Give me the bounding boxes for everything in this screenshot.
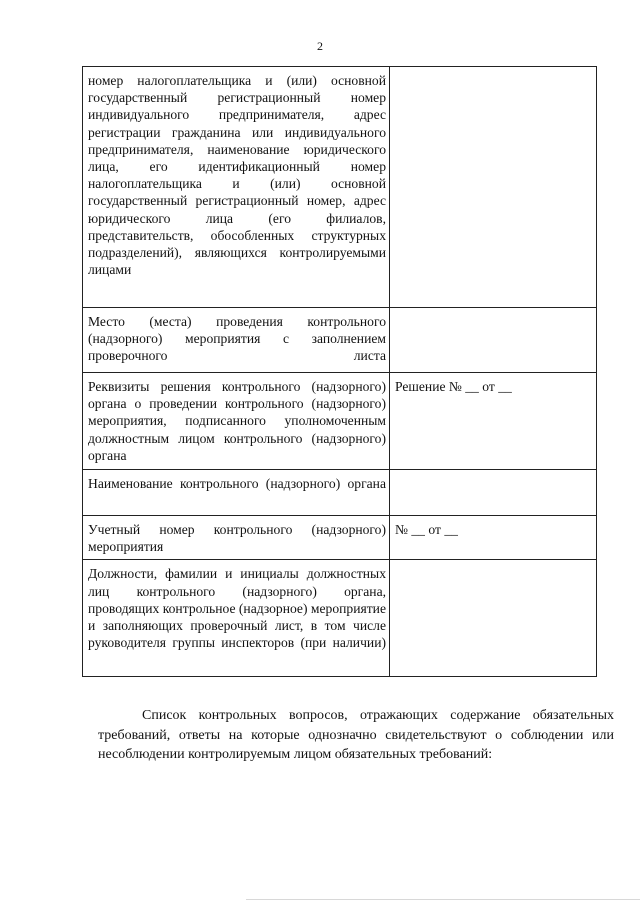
- table-row: [83, 470, 597, 516]
- row-value-registration-number[interactable]: № __ от __: [390, 516, 597, 560]
- row-value-officials[interactable]: [390, 560, 597, 677]
- page-number: 2: [317, 39, 323, 53]
- row-label-decision-details: Реквизиты решения контрольного (надзорного) органа о проведении контрольного (надзорного) мероприятия, подписанного уполномоченным должностным лицом контрольного (надзорного) органа: [83, 373, 390, 470]
- row-label-registration-number: Учетный номер контрольного (надзорного) мероприятия: [83, 516, 390, 560]
- row-label-officials: Должности, фамилии и инициалы должностных лиц контрольного (надзорного) органа, проводящих контрольное (надзорное) мероприятие и заполняющих проверочный лист, в том числе руководителя группы инспекторов (при наличии): [83, 560, 390, 677]
- table-row: [83, 67, 597, 308]
- table-row: [83, 308, 597, 373]
- checklist-intro-paragraph: Список контрольных вопросов, отражающих содержание обязательных требований, ответы на которые однозначно свидетельствуют о соблюдении или несоблюдении контролируемым лицом обязательных требований:: [98, 708, 614, 762]
- row-value-taxpayer-info[interactable]: [390, 67, 597, 308]
- table-row: [83, 373, 597, 470]
- checklist-form-table: [82, 66, 597, 677]
- scan-edge-divider: [246, 899, 640, 900]
- row-value-authority-name[interactable]: [390, 470, 597, 516]
- table-row: [83, 560, 597, 677]
- row-label-inspection-place: Место (места) проведения контрольного (надзорного) мероприятия с заполнением проверочного листа: [83, 308, 390, 373]
- row-label-authority-name: Наименование контрольного (надзорного) органа: [83, 470, 390, 516]
- row-label-taxpayer-info: номер налогоплательщика и (или) основной государственный регистрационный номер индивидуального предпринимателя, адрес регистрации гражданина или индивидуального предпринимателя, наименование юридического лица, его идентификационный номер налогоплательщика и (или) основной государственный регистрационный номер, адрес юридического лица (его филиалов, представительств, обособленных структурных подразделений), являющихся контролируемыми лицами: [83, 67, 390, 308]
- row-value-decision-details[interactable]: Решение № __ от __: [390, 373, 597, 470]
- row-value-inspection-place[interactable]: [390, 308, 597, 373]
- table-row: [83, 516, 597, 560]
